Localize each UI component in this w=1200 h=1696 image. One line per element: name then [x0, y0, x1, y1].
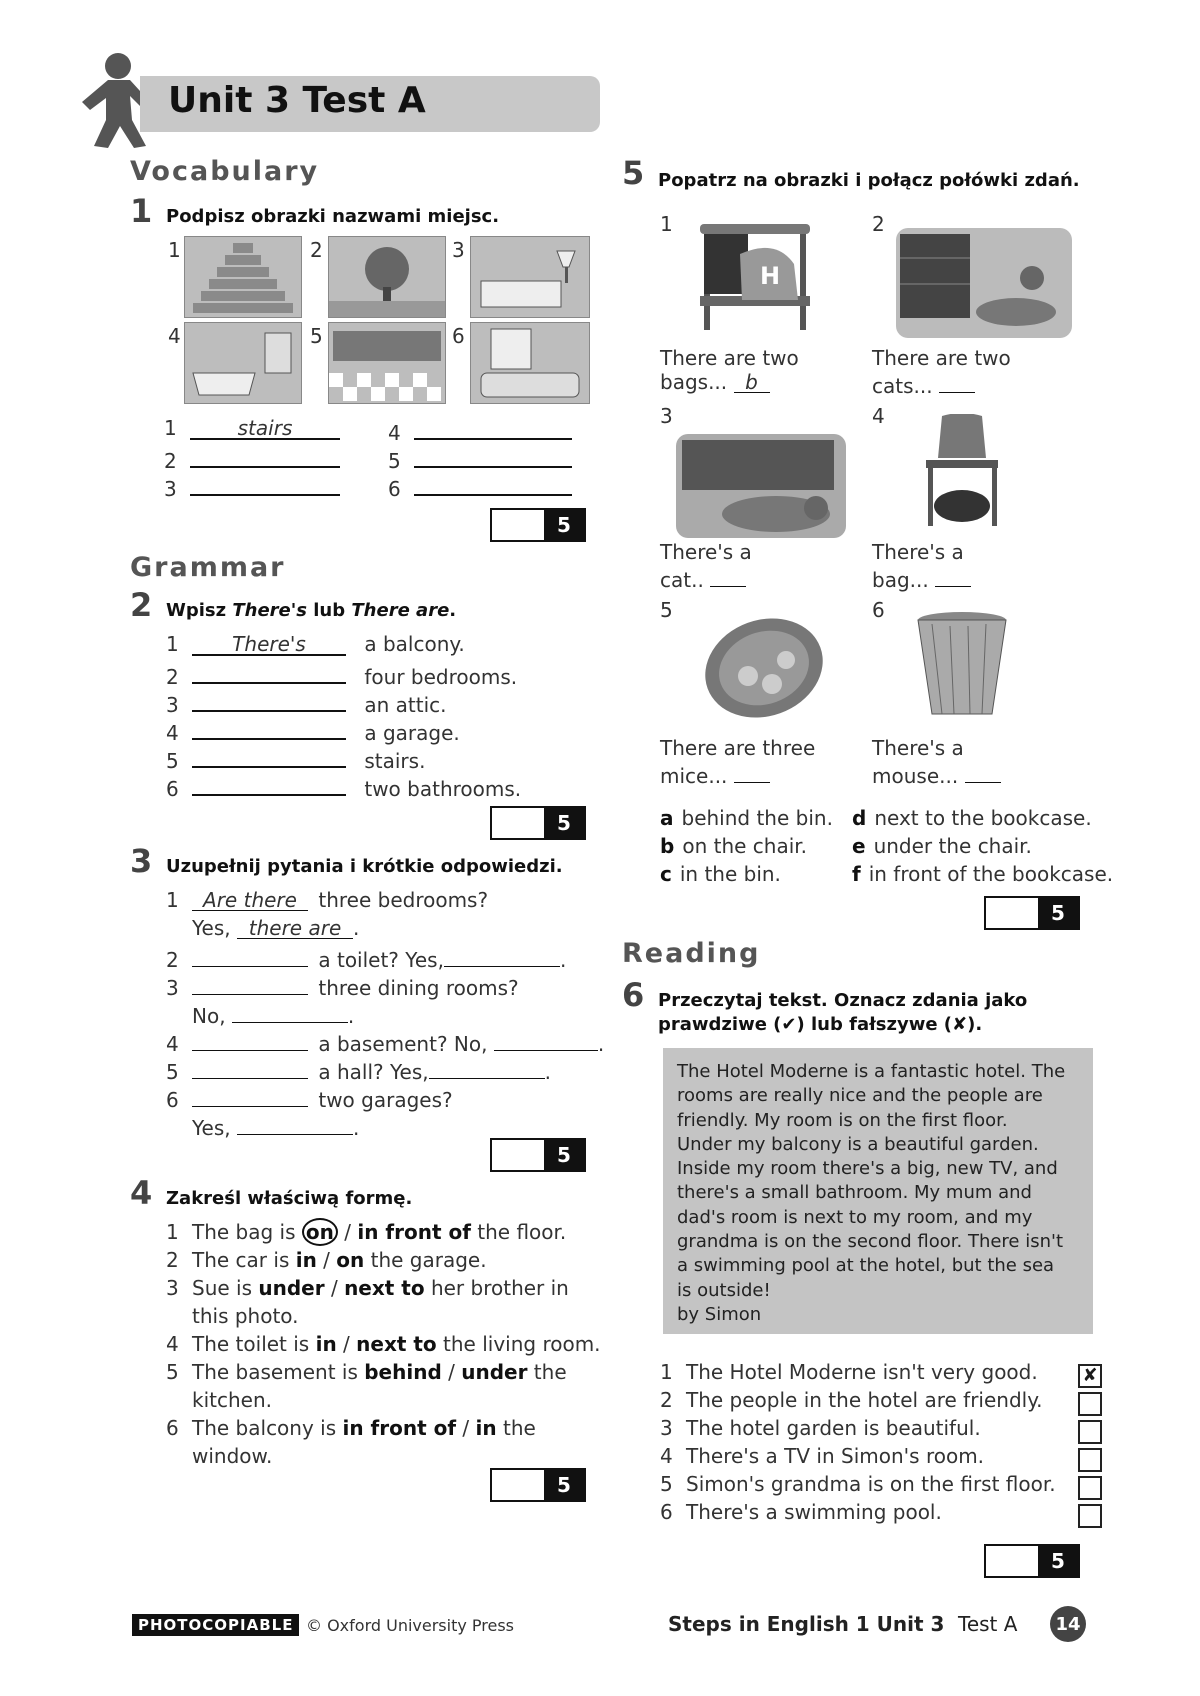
picture-caption: bag...: [872, 564, 971, 592]
answer-field[interactable]: [734, 760, 770, 783]
picture-caption: There are two: [872, 346, 1011, 370]
answer-row: 6: [388, 472, 572, 501]
score-box[interactable]: 5: [490, 1468, 586, 1502]
answer-field[interactable]: [190, 444, 340, 468]
choice-option[interactable]: in front of: [357, 1220, 471, 1244]
test-label: Test A: [958, 1612, 1018, 1636]
choice-option[interactable]: on: [336, 1248, 365, 1272]
exercise-instruction: Zakreśl właściwą formę.: [166, 1188, 413, 1209]
question-row: 3 an attic.: [166, 688, 447, 717]
answer-field[interactable]: There's: [192, 632, 346, 656]
exercise-number: 6: [622, 976, 645, 1014]
answer-row: 1 stairs: [164, 416, 340, 440]
choice-option[interactable]: next to: [344, 1276, 425, 1300]
cats-bookcase-picture: [896, 228, 1072, 338]
choice-option[interactable]: next to: [356, 1332, 437, 1356]
statement-row: 5 Simon's grandma is on the first floor.: [660, 1472, 1056, 1496]
answer-row: 3: [164, 472, 340, 501]
question-row: 5 a hall? Yes, .: [166, 1056, 551, 1084]
exercise-instruction: prawdziwe (✔) lub fałszywe (✘).: [658, 1014, 983, 1035]
answer-field[interactable]: [939, 370, 975, 393]
answer-field[interactable]: there are: [237, 916, 353, 939]
answer-field[interactable]: [192, 1084, 308, 1107]
question-row: 4 a garage.: [166, 716, 460, 745]
picture-caption: There's a: [872, 736, 964, 760]
true-false-checkbox[interactable]: [1078, 1504, 1102, 1528]
statement-row: 3 The hotel garden is beautiful.: [660, 1416, 981, 1440]
picture-label: 2: [310, 238, 323, 262]
answer-field[interactable]: [237, 1112, 353, 1135]
choice-row: 5 The basement is behind / under the: [166, 1360, 567, 1384]
answer-field[interactable]: [192, 660, 346, 684]
exercise-instruction: Podpisz obrazki nazwami miejsc.: [166, 206, 500, 227]
choice-option[interactable]: under: [258, 1276, 325, 1300]
picture-caption: mouse...: [872, 760, 1001, 788]
match-option: f in front of the bookcase.: [852, 862, 1114, 886]
match-option: d next to the bookcase.: [852, 806, 1092, 830]
score-box[interactable]: 5: [984, 1544, 1080, 1578]
living-room-picture: [470, 322, 590, 404]
picture-label: 4: [168, 324, 181, 348]
page-title: Unit 3 Test A: [168, 80, 426, 121]
exercise-instruction: Uzupełnij pytania i krótkie odpowiedzi.: [166, 856, 563, 877]
statement-row: 6 There's a swimming pool.: [660, 1500, 942, 1524]
page-number: 14: [1050, 1606, 1086, 1642]
answer-field[interactable]: [192, 688, 346, 712]
picture-caption: mice...: [660, 760, 770, 788]
answer-field[interactable]: [192, 716, 346, 740]
answer-field[interactable]: [935, 564, 971, 587]
question-row: 1 There's a balcony.: [166, 632, 465, 656]
picture-caption: bags... b: [660, 370, 770, 394]
score-box[interactable]: 5: [984, 896, 1080, 930]
statement-row: 1 The Hotel Moderne isn't very good.: [660, 1360, 1038, 1384]
mice-in-bin-picture: [690, 610, 834, 726]
picture-label: 6: [452, 324, 465, 348]
picture-number: 5: [660, 598, 673, 622]
choice-row: 4 The toilet is in / next to the living room.: [166, 1332, 601, 1356]
choice-option[interactable]: in: [315, 1332, 337, 1356]
choice-option[interactable]: in front of: [342, 1416, 457, 1440]
choice-option[interactable]: in: [295, 1248, 317, 1272]
answer-field[interactable]: Are there: [192, 888, 308, 911]
garden-picture: [328, 236, 446, 318]
choice-row: 2 The car is in / on the garage.: [166, 1248, 487, 1272]
exercise-instruction: Przeczytaj tekst. Oznacz zdania jako: [658, 990, 1028, 1011]
true-false-checkbox[interactable]: [1078, 1420, 1102, 1444]
svg-text:H: H: [760, 262, 781, 290]
bag-under-chair-picture: [912, 414, 1012, 528]
question-row: 3 three dining rooms?: [166, 972, 519, 1000]
section-vocabulary: Vocabulary: [130, 156, 320, 187]
answer-field[interactable]: b: [734, 370, 770, 393]
answer-row: 2: [164, 444, 340, 473]
answer-field[interactable]: [414, 472, 572, 496]
question-row: 1 Are there three bedrooms?: [166, 888, 489, 912]
bags-on-chair-picture: [690, 214, 820, 334]
picture-number: 1: [660, 212, 673, 236]
picture-label: 1: [168, 238, 181, 262]
true-false-checkbox[interactable]: [1078, 1476, 1102, 1500]
exercise-instruction: Wpisz There's lub There are.: [166, 600, 457, 621]
answer-field[interactable]: [232, 1000, 348, 1023]
bathroom-picture: [184, 322, 302, 404]
kitchen-picture: [328, 322, 446, 404]
answer-row: No, .: [192, 1000, 354, 1028]
answer-row: Yes, there are .: [192, 916, 360, 940]
score-box[interactable]: 5: [490, 508, 586, 542]
answer-field[interactable]: [190, 472, 340, 496]
section-reading: Reading: [622, 938, 761, 969]
question-row: 2 four bedrooms.: [166, 660, 517, 689]
answer-field[interactable]: [710, 564, 746, 587]
exercise-number: 5: [622, 154, 645, 192]
picture-caption: There's a: [660, 540, 752, 564]
match-option: e under the chair.: [852, 834, 1032, 858]
question-row: 6 two garages?: [166, 1084, 453, 1112]
answer-field[interactable]: [192, 944, 308, 967]
answer-row: 5: [388, 444, 572, 473]
answer-field[interactable]: [429, 1056, 545, 1079]
choice-option[interactable]: in: [475, 1416, 497, 1440]
picture-caption: There are two: [660, 346, 799, 370]
answer-row: 4: [388, 416, 572, 445]
answer-field[interactable]: stairs: [190, 416, 340, 440]
circled-choice[interactable]: on: [302, 1218, 338, 1246]
answer-field[interactable]: [192, 744, 346, 768]
match-option: b on the chair.: [660, 834, 808, 858]
photocopiable-tag: PHOTOCOPIABLE: [132, 1614, 299, 1636]
section-grammar: Grammar: [130, 552, 286, 583]
copyright: © Oxford University Press: [306, 1616, 515, 1635]
question-row: 4 a basement? No, .: [166, 1028, 604, 1056]
true-false-checkbox[interactable]: [1078, 1448, 1102, 1472]
answer-row: Yes, .: [192, 1112, 359, 1140]
picture-number: 2: [872, 212, 885, 236]
answer-field[interactable]: [192, 972, 308, 995]
answer-field[interactable]: [494, 1028, 598, 1051]
answer-field[interactable]: [414, 444, 572, 468]
exercise-instruction: Popatrz na obrazki i połącz połówki zdań.: [658, 170, 1080, 191]
choice-row: 6 The balcony is in front of / in the: [166, 1416, 536, 1440]
reading-text-box: The Hotel Moderne is a fantastic hotel. The rooms are really nice and the people are friendly. My room is on the first floor. Under my balcony is a beautiful garden. Inside my room there's a big, new TV, and there's a small bathroom. My mum and dad's room is next to my room, and my grandma is on the second floor. There isn't a swimming pool at the hotel, but the sea is outside! by Simon: [663, 1048, 1093, 1334]
answer-field[interactable]: [192, 1028, 308, 1051]
score-box[interactable]: 5: [490, 1138, 586, 1172]
exercise-number: 3: [130, 842, 153, 880]
picture-label: 5: [310, 324, 323, 348]
answer-field[interactable]: [414, 416, 572, 440]
true-false-checkbox[interactable]: [1078, 1392, 1102, 1416]
picture-label: 3: [452, 238, 465, 262]
choice-row-continued: window.: [192, 1444, 273, 1468]
stairs-picture: [184, 236, 302, 318]
picture-number: 3: [660, 404, 673, 428]
picture-number: 6: [872, 598, 885, 622]
exercise-number: 2: [130, 586, 153, 624]
picture-caption: cats...: [872, 370, 975, 398]
answer-field[interactable]: [192, 772, 346, 796]
match-option: c in the bin.: [660, 862, 781, 886]
cat-bookcase-picture: [676, 434, 846, 538]
choice-option[interactable]: behind: [364, 1360, 442, 1384]
statement-row: 2 The people in the hotel are friendly.: [660, 1388, 1043, 1412]
choice-row-continued: kitchen.: [192, 1388, 272, 1412]
question-row: 6 two bathrooms.: [166, 772, 521, 801]
answer-field[interactable]: [965, 760, 1001, 783]
match-option: a behind the bin.: [660, 806, 833, 830]
bedroom-picture: [470, 236, 590, 318]
statement-row: 4 There's a TV in Simon's room.: [660, 1444, 985, 1468]
picture-caption: cat..: [660, 564, 746, 592]
true-false-checkbox[interactable]: ✘: [1078, 1364, 1102, 1388]
answer-field[interactable]: [192, 1056, 308, 1079]
bin-picture: [912, 610, 1012, 726]
choice-option[interactable]: under: [461, 1360, 528, 1384]
choice-row: 1 The bag is on / in front of the floor.: [166, 1220, 567, 1244]
choice-row: 3 Sue is under / next to her brother in: [166, 1276, 569, 1300]
book-title: Steps in English 1 Unit 3: [668, 1612, 945, 1636]
question-row: 2 a toilet? Yes, .: [166, 944, 566, 972]
score-box[interactable]: 5: [490, 806, 586, 840]
exercise-number: 1: [130, 192, 153, 230]
exercise-number: 4: [130, 1174, 153, 1212]
question-row: 5 stairs.: [166, 744, 425, 773]
picture-caption: There's a: [872, 540, 964, 564]
answer-field[interactable]: [444, 944, 560, 967]
picture-number: 4: [872, 404, 885, 428]
choice-row-continued: this photo.: [192, 1304, 299, 1328]
picture-caption: There are three: [660, 736, 816, 760]
